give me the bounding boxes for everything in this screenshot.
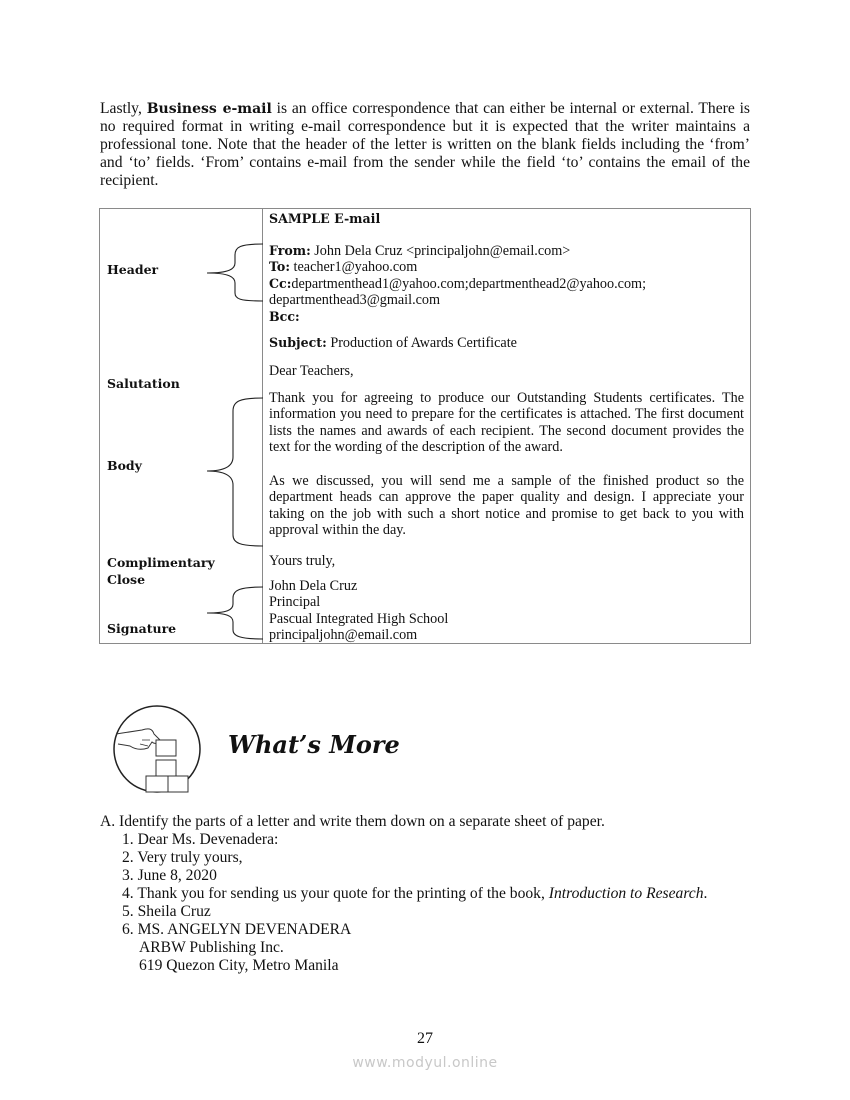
section-title: What’s More xyxy=(228,730,400,759)
email-body-paragraph-2: As we discussed, you will send me a sample of the finished product so the department heads can approve the paper quality and design. I appreciate your taking on the job with such a short notice and promise to get back to you with approval within the day. xyxy=(269,473,744,539)
label-header: Header xyxy=(107,262,159,277)
intro-term: Business e-mail xyxy=(146,101,272,117)
intro-lead: Lastly, xyxy=(100,100,142,117)
list-item: 2. Very truly yours, xyxy=(122,849,243,866)
email-salutation: Dear Teachers, xyxy=(269,363,354,379)
list-item: 1. Dear Ms. Devenadera: xyxy=(122,831,279,848)
label-body: Body xyxy=(107,458,142,473)
list-item: 5. Sheila Cruz xyxy=(122,903,211,920)
email-header-fields xyxy=(269,243,744,325)
from-field: From: John Dela Cruz <principaljohn@email.com> xyxy=(269,243,571,259)
activity-instruction: A. Identify the parts of a letter and write them down on a separate sheet of paper. xyxy=(100,813,605,830)
email-title: SAMPLE E-mail xyxy=(269,211,381,226)
activity-section xyxy=(100,813,752,975)
signature-brace-icon xyxy=(205,586,263,640)
list-item: 4. Thank you for sending us your quote for the printing of the book, Introduction to Research. xyxy=(122,885,708,902)
watermark: www.modyul.online xyxy=(352,1055,498,1071)
subject-field: Subject: Production of Awards Certificate xyxy=(269,335,517,351)
hand-stacking-blocks-icon xyxy=(112,704,202,794)
list-item: 6. MS. ANGELYN DEVENADERA xyxy=(122,921,352,938)
page-number: 27 xyxy=(417,1030,433,1047)
sample-email-table xyxy=(99,208,751,644)
intro-paragraph xyxy=(100,100,750,190)
list-item: 3. June 8, 2020 xyxy=(122,867,217,884)
to-field: To: teacher1@yahoo.com xyxy=(269,259,418,276)
label-signature: Signature xyxy=(107,621,177,636)
intro-text: is an office correspondence that can either be internal or external. There is no required format in writing e-mail correspondence but it is expected that the writer maintains a professional tone. Note that the header of the letter is written on the blank fields including the ‘from’ and ‘to’ fields. ‘From’ contains e-mail from the sender while the field ‘to’ contains the email of the recipient. xyxy=(100,100,750,189)
address-line: 619 Quezon City, Metro Manila xyxy=(139,957,339,974)
bcc-field: Bcc: xyxy=(269,308,300,324)
email-close: Yours truly, xyxy=(269,553,336,569)
header-brace-icon xyxy=(205,243,263,303)
label-complimentary-close: Complimentary Close xyxy=(107,555,215,587)
cc-field: Cc:departmenthead1@yahoo.com;departmenthead2@yahoo.com; xyxy=(269,275,647,292)
email-signature: John Dela Cruz Principal Pascual Integrated High School principaljohn@email.com xyxy=(269,578,449,644)
activity-list xyxy=(100,831,752,939)
body-brace-icon xyxy=(205,397,263,547)
cc-field-cont: departmenthead3@gmail.com xyxy=(269,292,441,309)
email-body-paragraph-1: Thank you for agreeing to produce our Outstanding Students certificates. The information you need to prepare for the certificates is attached. The first document lists the names and awards of each recipient. The second document provides the text for the wording of the description of the award. xyxy=(269,390,744,456)
label-salutation: Salutation xyxy=(107,376,180,391)
address-line: ARBW Publishing Inc. xyxy=(139,939,284,956)
